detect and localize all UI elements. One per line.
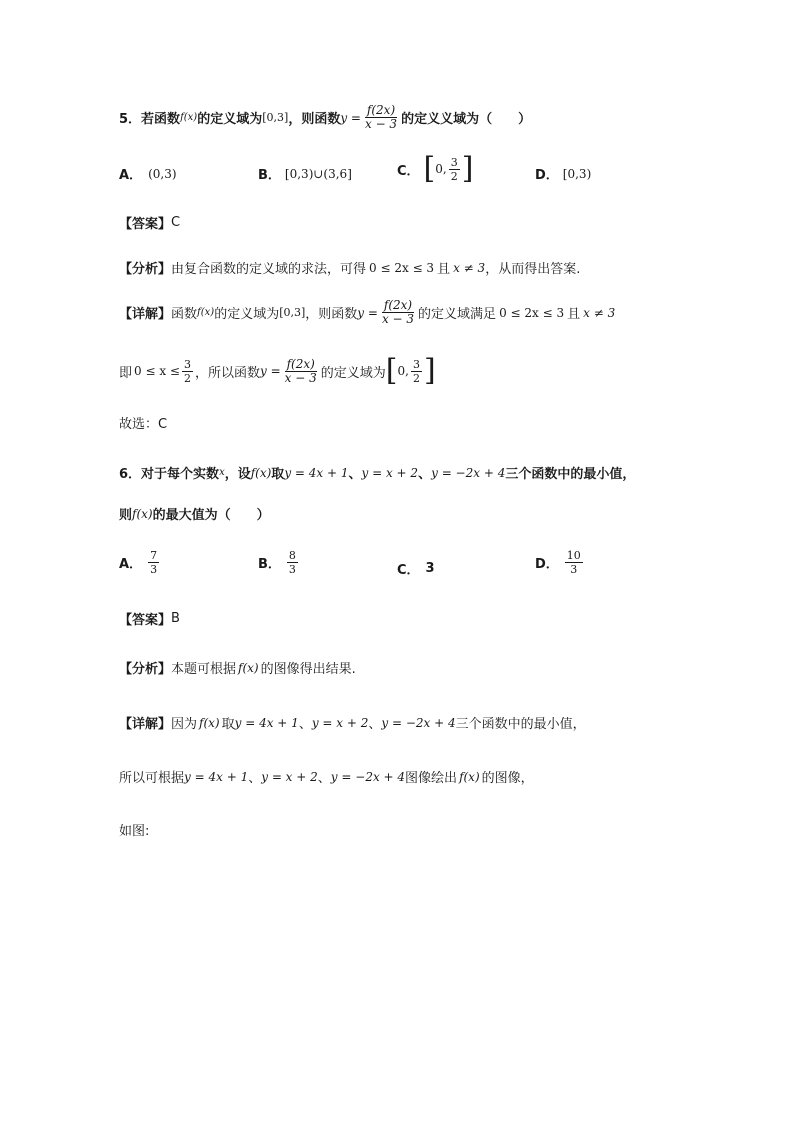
option-label: C． bbox=[397, 163, 420, 179]
answer-value: C bbox=[171, 215, 181, 230]
detail-text: 图像绘出 bbox=[405, 771, 458, 786]
q6-stem-line2 bbox=[119, 504, 270, 523]
q5-option-b[interactable] bbox=[258, 164, 352, 183]
q5-text: 的定义义域为（ ） bbox=[401, 112, 532, 127]
answer-tag: 【答案】 bbox=[119, 613, 172, 628]
right-bracket-icon: ] bbox=[461, 151, 474, 186]
q6-text: 的最大值为（ ） bbox=[152, 508, 270, 523]
q6-analysis bbox=[119, 658, 356, 677]
option-fraction bbox=[449, 156, 460, 183]
q6-text: 则 bbox=[119, 508, 133, 523]
detail-sep: 、 bbox=[298, 717, 312, 732]
detail-y: y = bbox=[260, 364, 281, 378]
option-label: A． bbox=[119, 557, 143, 572]
q6-fx: f(x) bbox=[250, 465, 272, 480]
option-label: D． bbox=[535, 557, 559, 572]
q5-text: 的定义域为 bbox=[197, 112, 263, 127]
detail-text: 所以可根据 bbox=[119, 771, 185, 786]
option-label: C． bbox=[397, 563, 420, 578]
detail-fraction bbox=[380, 299, 416, 326]
q5-detail bbox=[119, 299, 615, 326]
q6-number: 6． bbox=[119, 467, 142, 482]
detail-text: 的定义域满足 bbox=[418, 307, 497, 322]
analysis-text: 且 bbox=[437, 262, 451, 277]
detail-text: 函数 bbox=[171, 307, 198, 322]
q6-sep: 、 bbox=[348, 467, 362, 482]
q5-text: ，则函数 bbox=[288, 112, 341, 127]
frac-den: x − 3 bbox=[381, 312, 415, 326]
detail-fraction bbox=[283, 358, 319, 385]
detail-fx: f(x) bbox=[459, 769, 480, 784]
q6-x: x bbox=[219, 467, 225, 478]
q5-fraction bbox=[363, 104, 399, 131]
option-fraction bbox=[287, 549, 298, 576]
detail-text: 的定义域为 bbox=[214, 307, 280, 322]
detail-eq3: y = −2x + 4 bbox=[330, 769, 406, 784]
answer-tag: 【答案】 bbox=[119, 217, 172, 232]
frac-num: 3 bbox=[450, 155, 458, 169]
q5-domain: [0,3] bbox=[262, 111, 289, 124]
option-value: [0,3)∪(3,6] bbox=[284, 166, 352, 181]
q6-figure-label bbox=[119, 820, 149, 839]
q5-number: 5． bbox=[119, 112, 142, 127]
detail-inequality: 0 ≤ 2x ≤ 3 bbox=[499, 305, 565, 320]
q5-option-d[interactable] bbox=[535, 164, 591, 183]
q6-answer bbox=[119, 609, 180, 628]
detail-text: 的定义域为 bbox=[320, 365, 386, 381]
option-value: (0,3) bbox=[148, 166, 177, 181]
frac-den: 2 bbox=[412, 371, 420, 385]
detail-domain: [0,3] bbox=[279, 306, 306, 319]
figure-label: 如图: bbox=[119, 824, 150, 839]
q5-frac-num: f(2x) bbox=[366, 103, 396, 117]
detail-neq: x ≠ 3 bbox=[583, 305, 616, 320]
frac-num: 3 bbox=[183, 357, 191, 371]
analysis-text: 的图像得出结果. bbox=[260, 662, 356, 677]
frac-num: 8 bbox=[288, 549, 296, 562]
q5-fx: f(x) bbox=[180, 112, 198, 123]
detail-eq2: y = x + 2 bbox=[261, 769, 318, 784]
q6-text: ，设 bbox=[224, 467, 251, 482]
detail-eq1: y = 4x + 1 bbox=[184, 769, 249, 784]
detail-fx: f(x) bbox=[197, 307, 215, 318]
q6-option-d[interactable] bbox=[535, 549, 585, 576]
detail-text: 三个函数中的最小值， bbox=[455, 717, 586, 732]
left-bracket-icon: [ bbox=[385, 353, 398, 388]
frac-den: 3 bbox=[150, 563, 158, 576]
frac-num: f(2x) bbox=[286, 356, 315, 371]
q5-frac-den: x − 3 bbox=[364, 117, 398, 131]
detail-inequality: 0 ≤ x ≤ bbox=[134, 364, 180, 378]
q5-option-a[interactable] bbox=[119, 164, 177, 183]
detail-tag: 【详解】 bbox=[119, 307, 172, 322]
q5-analysis bbox=[119, 258, 580, 277]
interval-fraction bbox=[411, 358, 422, 385]
option-label: B． bbox=[258, 557, 281, 572]
analysis-inequality: 0 ≤ 2x ≤ 3 bbox=[369, 260, 435, 275]
frac-num: 10 bbox=[566, 549, 581, 562]
left-bracket-icon: [ bbox=[423, 151, 436, 186]
detail-sep: 、 bbox=[368, 717, 382, 732]
frac-den: 2 bbox=[450, 169, 458, 183]
answer-value: B bbox=[171, 611, 180, 626]
q6-eq1: y = 4x + 1 bbox=[284, 465, 349, 480]
q5-text: 若函数 bbox=[141, 112, 181, 127]
option-value-left: 0, bbox=[435, 162, 447, 176]
q6-detail bbox=[119, 713, 586, 732]
option-value: 3 bbox=[425, 561, 435, 576]
q6-text: 对于每个实数 bbox=[141, 467, 220, 482]
detail-interval bbox=[385, 353, 436, 388]
detail-text: 取 bbox=[221, 717, 235, 732]
analysis-text: ，从而得出答案. bbox=[485, 262, 581, 277]
analysis-text: 由复合函数的定义域的求法，可得 bbox=[171, 262, 367, 277]
frac-num: 3 bbox=[412, 357, 420, 371]
q5-detail-line2 bbox=[119, 353, 436, 388]
frac-den: 3 bbox=[570, 563, 578, 576]
detail-fx: f(x) bbox=[199, 715, 220, 730]
detail-sep: 、 bbox=[248, 771, 262, 786]
option-value: [0,3) bbox=[562, 166, 592, 181]
analysis-tag: 【分析】 bbox=[119, 262, 172, 277]
detail-sep: 、 bbox=[317, 771, 331, 786]
detail-text: 即 bbox=[119, 365, 133, 381]
q6-option-b[interactable] bbox=[258, 549, 300, 576]
option-label: D． bbox=[535, 168, 559, 183]
q5-y: y = bbox=[340, 110, 361, 125]
detail-eq1: y = 4x + 1 bbox=[234, 715, 299, 730]
option-value bbox=[423, 151, 474, 186]
q6-option-c[interactable] bbox=[397, 559, 435, 578]
detail-text: 因为 bbox=[171, 717, 198, 732]
option-fraction bbox=[565, 549, 583, 576]
q6-fx: f(x) bbox=[132, 506, 153, 521]
q6-stem bbox=[119, 463, 635, 482]
option-fraction bbox=[148, 549, 159, 576]
detail-text: ，所以函数 bbox=[194, 365, 260, 381]
option-label: B． bbox=[258, 168, 281, 183]
q5-answer bbox=[119, 213, 180, 232]
q6-eq3: y = −2x + 4 bbox=[431, 465, 506, 480]
q6-text: 三个函数中的最小值， bbox=[505, 467, 636, 482]
frac-den: x − 3 bbox=[284, 370, 317, 385]
detail-y: y = bbox=[357, 305, 378, 320]
frac-num: 7 bbox=[150, 549, 158, 562]
detail-tag: 【详解】 bbox=[119, 717, 172, 732]
detail-text: 的图像， bbox=[481, 771, 534, 786]
detail-eq2: y = x + 2 bbox=[311, 715, 369, 730]
q5-stem bbox=[119, 104, 531, 131]
choice-text: 故选：C bbox=[119, 417, 168, 432]
right-bracket-icon: ] bbox=[423, 353, 436, 388]
analysis-text: 本题可根据 bbox=[171, 662, 237, 677]
option-label: A． bbox=[119, 168, 143, 183]
frac-den: 3 bbox=[288, 563, 296, 576]
detail-eq3: y = −2x + 4 bbox=[381, 715, 456, 730]
frac-num: f(2x) bbox=[383, 298, 413, 312]
q6-text: 取 bbox=[271, 467, 285, 482]
frac-den: 2 bbox=[183, 371, 191, 385]
q6-sep: 、 bbox=[418, 467, 432, 482]
q5-option-c[interactable] bbox=[397, 151, 474, 186]
detail-fraction bbox=[182, 358, 193, 385]
q6-detail-line2 bbox=[119, 767, 534, 786]
q6-option-a[interactable] bbox=[119, 549, 161, 576]
detail-text: ，则函数 bbox=[305, 307, 358, 322]
analysis-fx: f(x) bbox=[238, 660, 259, 675]
detail-text: 且 bbox=[567, 307, 581, 322]
analysis-neq: x ≠ 3 bbox=[453, 260, 486, 275]
q6-eq2: y = x + 2 bbox=[361, 465, 419, 480]
analysis-tag: 【分析】 bbox=[119, 662, 172, 677]
interval-left: 0, bbox=[397, 364, 409, 378]
q5-choice bbox=[119, 413, 167, 432]
